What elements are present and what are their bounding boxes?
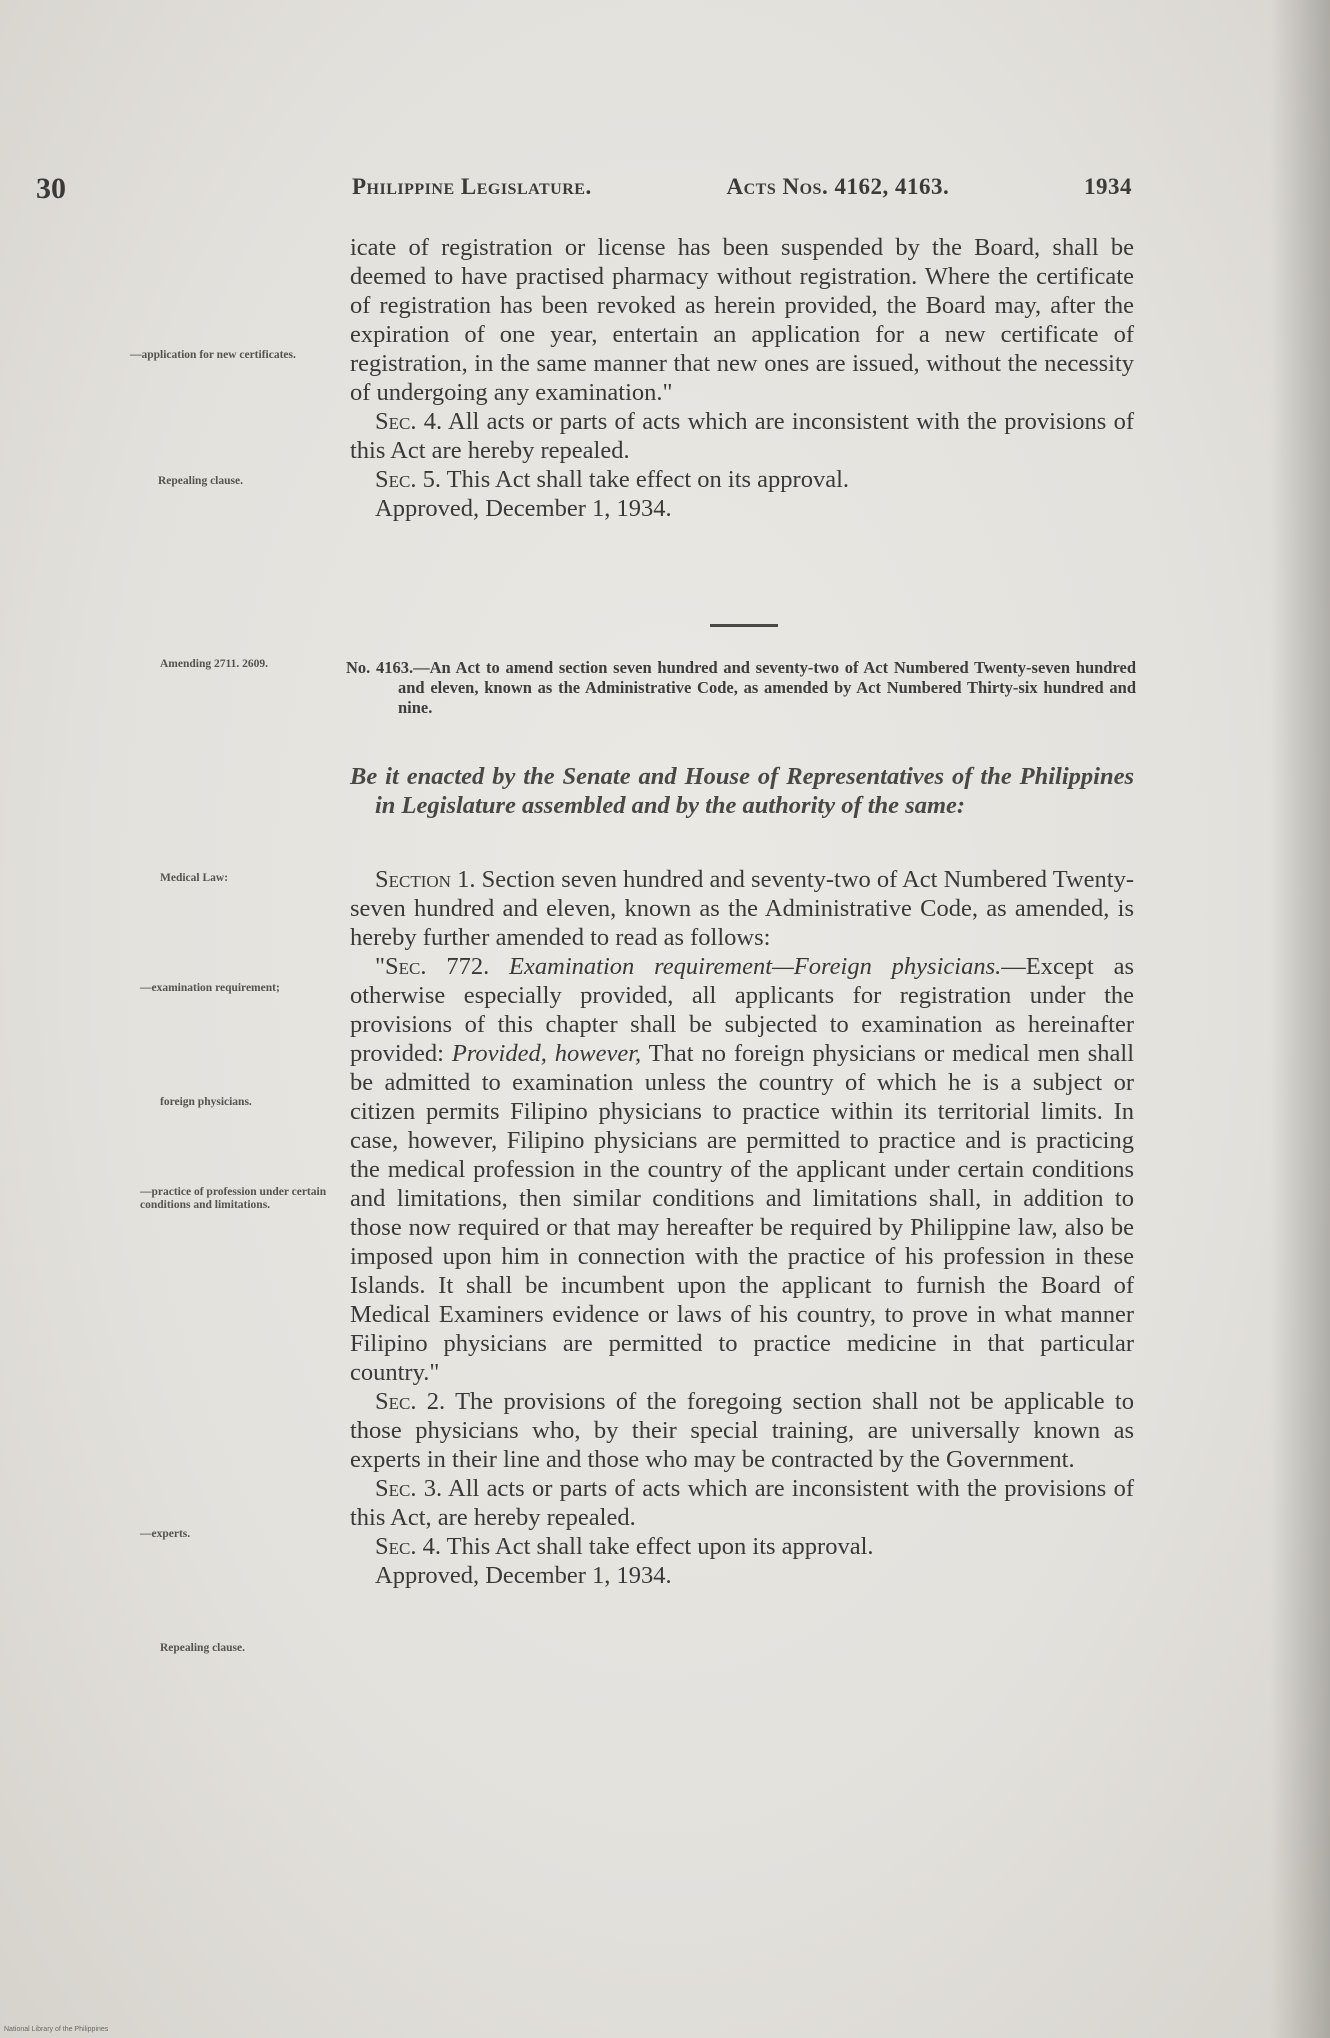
section-2-paragraph <box>350 1387 1134 1474</box>
section-text: Section seven hundred and seventy-two of Act Numbered Twenty-seven hundred and eleven, known as the Administrative Code, as amended, is hereby further amended to read as follows: <box>350 866 1134 951</box>
section-5-paragraph <box>350 465 1134 494</box>
section-label: Sec. 5. <box>375 466 441 493</box>
section-label: Sec. 4. <box>375 1533 441 1560</box>
margin-note-experts: —experts. <box>140 1528 191 1540</box>
running-head-left: Philippine Legislature. <box>352 174 592 199</box>
margin-note-amending: Amending 2711. 2609. <box>160 658 268 670</box>
running-head <box>352 174 1132 200</box>
section-4-paragraph <box>350 1532 1134 1561</box>
section-text: That no foreign physicians or medical men shall be admitted to examination unless the country of which he is a subject or citizen permits Filipino physicians to practice within its territorial limits. In case, however, Filipino physicians are permitted to practice and is practicing the medical profession in the country of the applicant under certain conditions and limitations, then similar conditions and limitations shall, in addition to those now required or that may hereafter be required by Philippine law, also be imposed upon him in connection with the practice of his profession in these Islands. It shall be incumbent upon the applicant to furnish the Board of Medical Examiners evidence or laws of his country, to prove in what manner Filipino physicians are permitted to practice medicine in that particular country." <box>350 1040 1134 1386</box>
section-text: All acts or parts of acts which are inconsistent with the provisions of this Act are hereby repealed. <box>350 408 1134 464</box>
approved-line: Approved, December 1, 1934. <box>375 1562 672 1589</box>
section-text: The provisions of the foregoing section shall not be applicable to those physicians who, by their special training, are universally known as experts in their line and those who may be contracted by the Government. <box>350 1388 1134 1473</box>
section-text: All acts or parts of acts which are inconsistent with the provisions of this Act, are hereby repealed. <box>350 1475 1134 1531</box>
margin-note-examination: —examination requirement; <box>140 982 280 994</box>
enacting-clause-block <box>350 762 1134 820</box>
page-number: 30 <box>36 172 66 205</box>
scan-footer: National Library of the Philippines <box>4 2026 109 2033</box>
act-4163-body <box>350 865 1134 1590</box>
section-text: —Except as otherwise especially provided, all applicants for registration under the provisions of this chapter shall be subjected to examination as hereinafter provided: <box>350 953 1135 1067</box>
section-label: Sec. 2. <box>375 1388 446 1415</box>
proviso: Provided, however, <box>451 1040 642 1067</box>
section-1-paragraph <box>350 865 1134 952</box>
section-label: Sec. 3. <box>375 1475 443 1502</box>
enacting-clause: Be it enacted by the Senate and House of Representatives of the Philippines in Legislature assembled and by the authority of the same: <box>350 763 1134 819</box>
running-head-middle: Acts Nos. 4162, 4163. <box>726 174 950 199</box>
section-772-paragraph <box>350 952 1134 1387</box>
act-4162-ending <box>350 233 1134 523</box>
paragraph-continuation: icate of registration or license has been suspended by the Board, shall be deemed to have practised pharmacy without registration. Where the certificate of registration has been revoked as herein provided, the Board may, after the expiration of one year, entertain an application for a new certificate of registration, in the same manner that new ones are issued, without the necessity of undergoing any examination." <box>350 234 1134 406</box>
section-divider-rule <box>710 624 778 627</box>
margin-note-repealing: Repealing clause. <box>158 475 243 487</box>
page-edge-shadow <box>1270 0 1330 2038</box>
section-label: "Sec. 772. <box>375 953 490 980</box>
section-title: Examination requirement—Foreign physicians. <box>509 953 1002 980</box>
act-title-block <box>346 658 1136 718</box>
section-text: This Act shall take effect upon its approval. <box>446 1533 874 1560</box>
section-text: This Act shall take effect on its approval. <box>446 466 849 493</box>
margin-note-practice: —practice of profession under certain conditions and limitations. <box>140 1186 327 1211</box>
section-label: Sec. 4. <box>375 408 443 435</box>
margin-note-repealing: Repealing clause. <box>160 1642 245 1654</box>
act-title: No. 4163.—An Act to amend section seven hundred and seventy-two of Act Numbered Twenty-seven hundred and eleven, known as the Administrative Code, as amended by Act Numbered Thirty-six hundred and nine. <box>346 658 1136 717</box>
section-4-paragraph <box>350 407 1134 465</box>
margin-note-medical-law: Medical Law: <box>160 872 229 884</box>
running-head-year: 1934 <box>1084 174 1132 199</box>
approved-line: Approved, December 1, 1934. <box>375 495 672 522</box>
margin-note-foreign: foreign physicians. <box>160 1096 252 1108</box>
margin-note-application: —application for new certificates. <box>130 349 296 361</box>
section-label: Section 1. <box>375 866 476 893</box>
section-3-paragraph <box>350 1474 1134 1532</box>
